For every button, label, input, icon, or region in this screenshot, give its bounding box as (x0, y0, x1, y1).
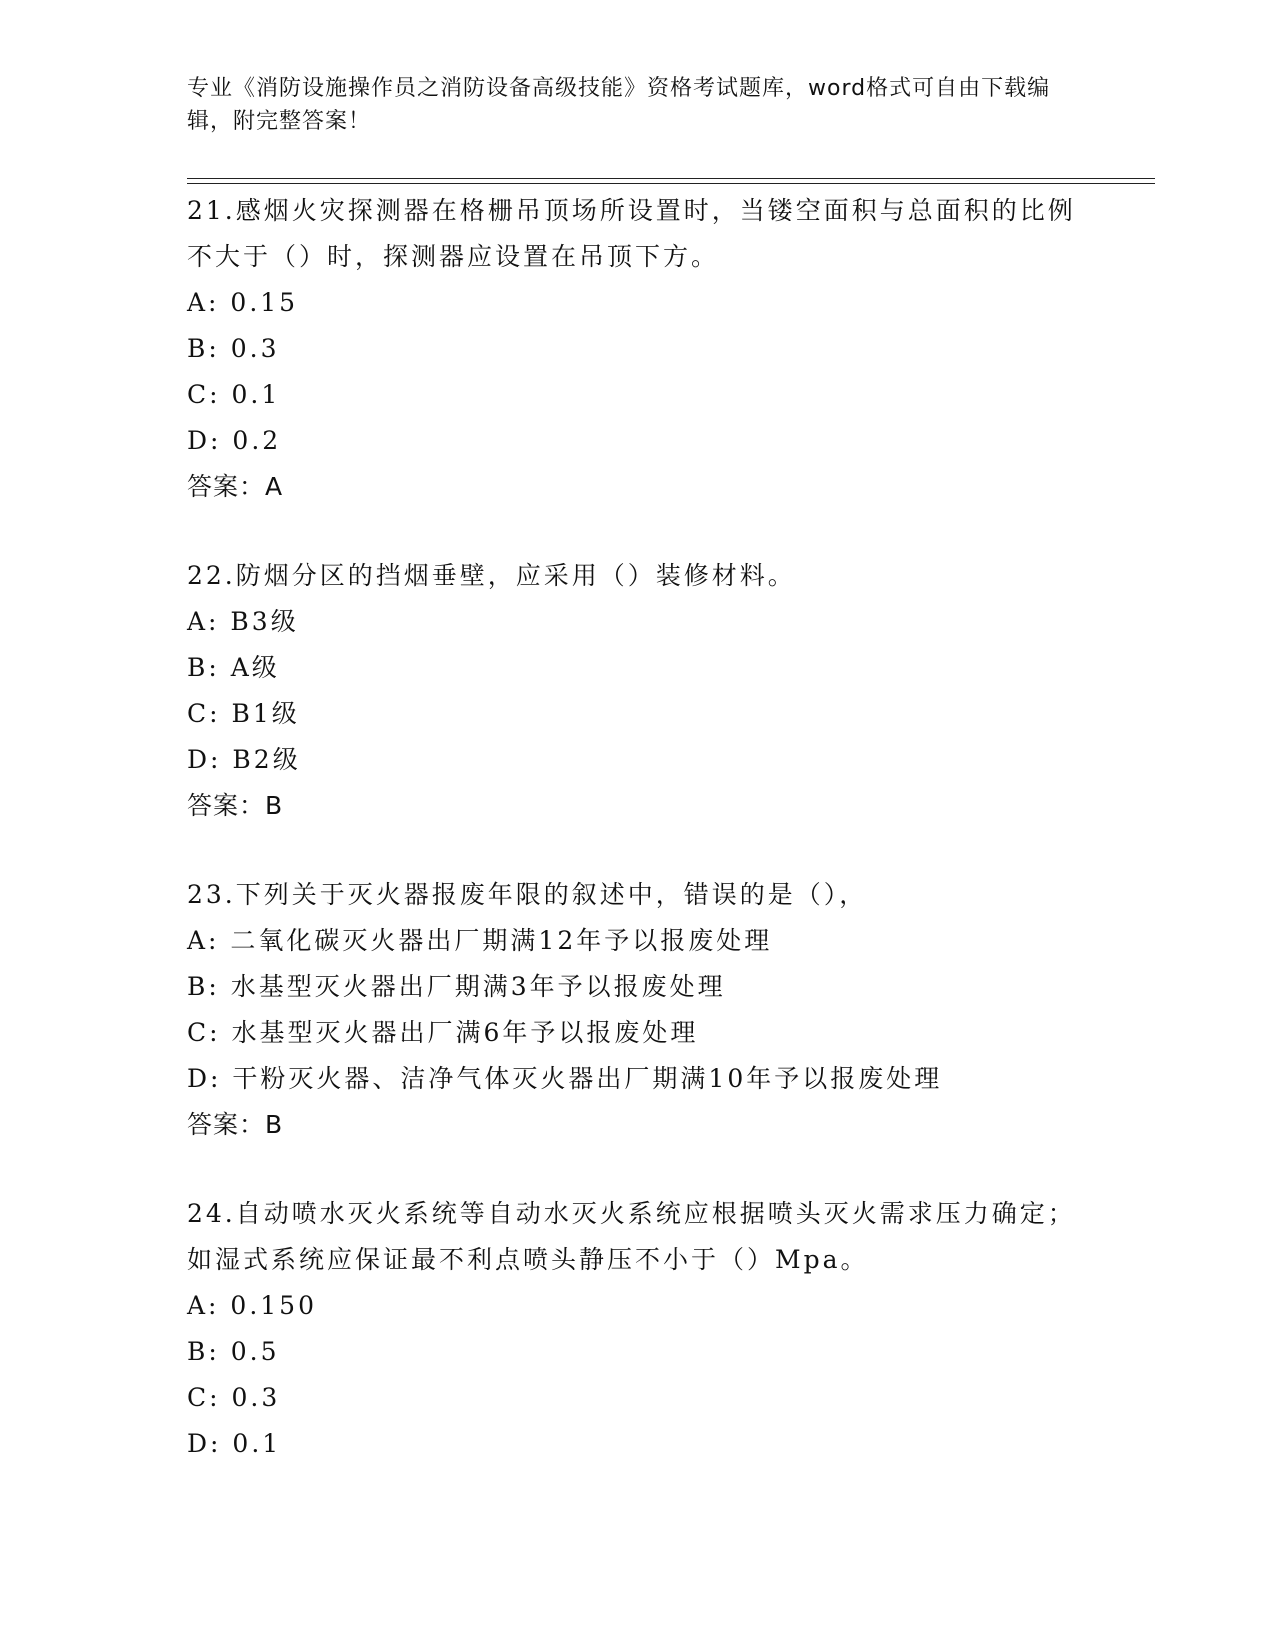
question-21 (187, 188, 1087, 510)
header-rule-top (187, 178, 1155, 179)
answer-line: 答案：A (187, 472, 284, 501)
question-24 (187, 1191, 1087, 1467)
option-d: D: B2级 (187, 745, 301, 774)
question-stem: 22.防烟分区的挡烟垂壁，应采用（）装修材料。 (187, 561, 796, 590)
option-a: A: 0.150 (187, 1291, 317, 1320)
option-c: C: B1级 (187, 699, 300, 728)
option-a: A: 二氧化碳灭火器出厂期满12年予以报废处理 (187, 926, 773, 955)
question-stem: 21.感烟火灾探测器在格栅吊顶场所设置时，当镂空面积与总面积的比例不大于（）时，探测器应设置在吊顶下方。 (187, 196, 1076, 271)
option-a: A: 0.15 (187, 288, 299, 317)
question-stem: 23.下列关于灭火器报废年限的叙述中，错误的是（）， (187, 880, 868, 909)
question-stem: 24.自动喷水灭火系统等自动水灭火系统应根据喷头灭火需求压力确定；如湿式系统应保证最不利点喷头静压不小于（）Mpa。 (187, 1199, 1076, 1274)
option-b: B: A级 (187, 653, 280, 682)
header-rule-bottom (187, 183, 1155, 184)
answer-line: 答案：B (187, 1110, 284, 1139)
option-d: D: 0.2 (187, 426, 282, 455)
option-c: C: 0.3 (187, 1383, 281, 1412)
option-a: A: B3级 (187, 607, 299, 636)
document-header: 专业《消防设施操作员之消防设备高级技能》资格考试题库，word格式可自由下载编辑，附完整答案！ (187, 76, 1051, 134)
question-22 (187, 553, 1087, 829)
option-c: C: 水基型灭火器出厂满6年予以报废处理 (187, 1018, 699, 1047)
option-d: D: 0.1 (187, 1429, 282, 1458)
answer-line: 答案：B (187, 791, 284, 820)
question-23 (187, 872, 1087, 1148)
option-b: B: 0.3 (187, 334, 280, 363)
option-c: C: 0.1 (187, 380, 281, 409)
option-b: B: 0.5 (187, 1337, 280, 1366)
option-d: D: 干粉灭火器、洁净气体灭火器出厂期满10年予以报废处理 (187, 1064, 943, 1093)
option-b: B: 水基型灭火器出厂期满3年予以报废处理 (187, 972, 726, 1001)
